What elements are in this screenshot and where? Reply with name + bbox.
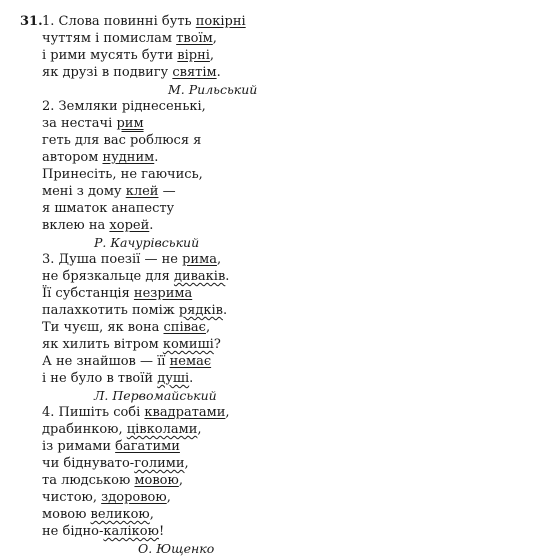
poem-3-line: [20, 285, 540, 302]
rhyme-word: квадратами: [144, 405, 226, 420]
poem-3-line: [20, 302, 540, 319]
poem-3-line: [20, 251, 540, 268]
verse-text: .: [225, 269, 230, 284]
rhyme-word: багатими: [115, 439, 180, 454]
verse-text: драбинкою,: [42, 422, 127, 437]
rhyme-word: диваків: [173, 269, 226, 284]
verse-text: ,: [212, 31, 217, 46]
poem-1-line: [20, 64, 540, 81]
verse-text: ?: [213, 337, 221, 352]
verse-text: ,: [209, 48, 215, 63]
verse-text: ,: [216, 252, 222, 267]
verse-text: ,: [225, 405, 230, 420]
poem-label: 4.: [42, 405, 55, 420]
verse-text: за нестачі: [42, 116, 117, 131]
rhyme-word: рядків: [178, 303, 223, 318]
poem-2-line: [20, 149, 540, 166]
poem-3-line: [20, 336, 540, 353]
poem-3-line: [20, 353, 540, 370]
rhyme-word: рима: [182, 252, 217, 267]
rhyme-word: нудним: [102, 150, 155, 165]
verse-text: мовою: [42, 507, 91, 522]
rhyme-word: рим: [116, 116, 144, 131]
verse-text: ,: [166, 490, 171, 505]
poem-author: Р. Качурівський: [94, 235, 200, 250]
rhyme-word: святім: [172, 65, 217, 80]
verse-text: —: [158, 184, 176, 199]
poem-2-line: [20, 115, 540, 132]
poem-1-line: [20, 30, 540, 47]
verse-text: !: [158, 524, 165, 539]
verse-text: ,: [178, 473, 183, 488]
verse-text: ,: [205, 320, 211, 335]
verse-text: .: [149, 218, 154, 233]
rhyme-word: комиші: [162, 337, 214, 352]
verse-text: геть для вас роблюся я: [42, 133, 202, 148]
verse-text: .: [189, 371, 194, 386]
rhyme-word: немає: [169, 354, 212, 369]
verse-text: ,: [149, 507, 154, 522]
poem-2-line: [20, 217, 540, 234]
poem-3-line: [20, 370, 540, 387]
exercise-number: 31.: [20, 14, 43, 29]
poem-2-line: [20, 98, 540, 115]
verse-text: як хилить вітром: [42, 337, 163, 352]
poem-author: О. Ющенко: [138, 541, 215, 556]
verse-text: палахкотить поміж: [42, 303, 179, 318]
verse-text: чуттям і помислам: [42, 31, 177, 46]
rhyme-word: незрима: [133, 286, 193, 301]
verse-text: як друзі в подвигу: [42, 65, 173, 80]
verse-text: автором: [42, 150, 103, 165]
verse-text: Земляки ріднесенькі,: [58, 99, 206, 114]
poem-3-line: [20, 268, 540, 285]
verse-text: мені з дому: [42, 184, 126, 199]
verse-text: Пишіть собі: [58, 405, 145, 420]
poem-author: М. Рильський: [168, 82, 258, 97]
verse-text: .: [222, 303, 228, 318]
rhyme-word: мовою: [134, 473, 179, 488]
poem-4-line: [20, 506, 540, 523]
rhyme-word: цівколами: [126, 422, 198, 437]
verse-text: Слова повинні буть: [58, 14, 196, 29]
rhyme-word: клей: [125, 184, 159, 199]
verse-text: вклею на: [42, 218, 110, 233]
verse-text: не бідно-: [42, 524, 104, 539]
poem-2-line: [20, 166, 540, 183]
verse-text: та людською: [42, 473, 135, 488]
poem-label: 3.: [42, 252, 55, 267]
rhyme-word: покірні: [195, 14, 246, 29]
rhyme-word: хорей: [109, 218, 150, 233]
rhyme-word: твоїм: [176, 31, 213, 46]
verse-text: Душа поезії — не: [58, 252, 183, 267]
verse-text: і не було в твоїй: [42, 371, 158, 386]
verse-text: Її субстанція: [42, 286, 134, 301]
poem-4-line: [20, 421, 540, 438]
rhyme-word: вірні: [177, 48, 210, 63]
verse-text: .: [154, 150, 159, 165]
poem-label: 2.: [42, 99, 55, 114]
rhyme-word: співає: [163, 320, 206, 335]
poem-4-line: [20, 472, 540, 489]
exercise-page: [20, 13, 540, 557]
rhyme-word: здоровою: [101, 490, 167, 505]
verse-text: А не знайшов — її: [42, 354, 170, 369]
rhyme-word: калікою: [103, 524, 159, 539]
poem-4-line: [20, 455, 540, 472]
poem-4-line: [20, 404, 540, 421]
poem-2-line: [20, 183, 540, 200]
poem-3-line: [20, 319, 540, 336]
poem-4-line: [20, 489, 540, 506]
verse-text: ,: [197, 422, 202, 437]
verse-text: я шматок анапесту: [42, 201, 175, 216]
poem-author: Л. Первомайський: [94, 388, 217, 403]
poem-2-line: [20, 200, 540, 217]
poem-1-line: [20, 47, 540, 64]
rhyme-word: голими: [134, 456, 185, 471]
rhyme-word: великою: [90, 507, 150, 522]
verse-text: Принесіть, не гаючись,: [42, 167, 203, 182]
verse-text: із римами: [42, 439, 116, 454]
rhyme-word: душі: [157, 371, 190, 386]
poem-1-line: [20, 13, 540, 30]
verse-text: Ти чуєш, як вона: [42, 320, 164, 335]
poem-2-line: [20, 132, 540, 149]
poem-label: 1.: [42, 14, 55, 29]
verse-text: і рими мусять бути: [42, 48, 178, 63]
verse-text: чистою,: [42, 490, 102, 505]
poem-4-line: [20, 438, 540, 455]
verse-text: .: [216, 65, 221, 80]
verse-text: чи біднувато-: [42, 456, 135, 471]
verse-text: ,: [184, 456, 189, 471]
verse-text: не брязкальце для: [42, 269, 174, 284]
